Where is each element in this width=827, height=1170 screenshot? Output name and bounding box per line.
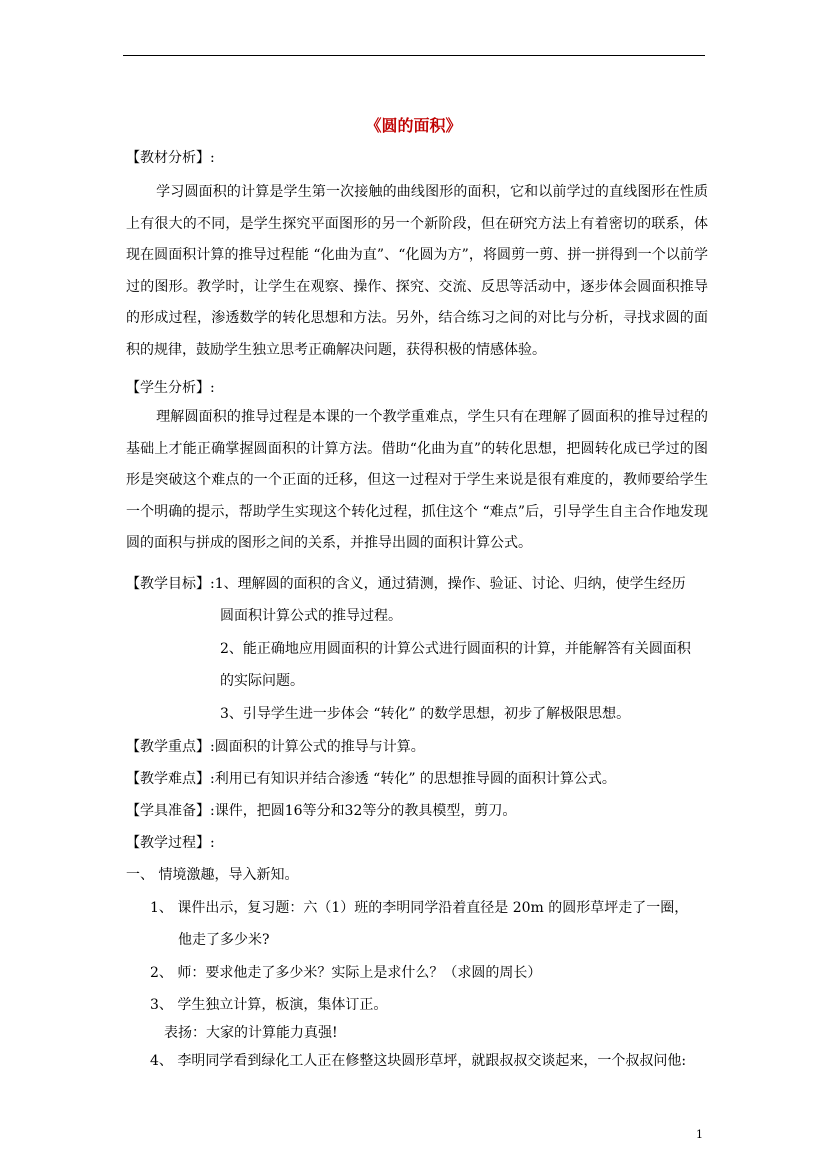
- page-number: 1: [696, 1128, 703, 1141]
- teaching-difficulty: [126, 771, 616, 787]
- student-analysis-label: 【学生分析】:: [126, 380, 215, 396]
- goal-2-line-b: 的实际问题。: [220, 673, 304, 689]
- item-1-line-b: 他走了多少米?: [178, 932, 270, 948]
- item-3: 3、 学生独立计算，板演，集体订正。: [150, 997, 388, 1013]
- prep-label: 【学具准备】:: [126, 803, 215, 819]
- goal-3: 3、引导学生进一步体会 “转化” 的数学思想，初步了解极限思想。: [220, 706, 631, 722]
- focus-label: 【教学重点】:: [126, 739, 215, 755]
- textbook-analysis-text: [126, 177, 708, 366]
- textbook-analysis-body: 学习圆面积的计算是学生第一次接触的曲线图形的面积，它和以前学过的直线图形在性质上有很大的不同，是学生探究平面图形的另一个新阶段，但在研究方法上有着密切的联系，体现在圆面积计算的推导过程能 “化曲为直”、“化圆为方”，将圆剪一剪、拼一拼得到一个以前学过的图形。教学时，让学生在观察、操作、探究、交流、反思等活动中，逐步体会圆面积推导的形成过程，渗透数学的转化思想和方法。另外，结合练习之间的对比与分析，寻找求圆的面积的规律，鼓励学生独立思考正确解决问题，获得积极的情感体验。: [126, 184, 708, 358]
- goals-label-text: 【教学目标】:: [126, 576, 215, 592]
- goal-1-line-b: 圆面积计算公式的推导过程。: [220, 608, 402, 624]
- student-analysis-body: 理解圆面积的推导过程是本课的一个教学重难点，学生只有在理解了圆面积的推导过程的基础上才能正确掌握圆面积的计算方法。借助“化曲为直”的转化思想，把圆转化成已学过的图形是突破这个难点的一个正面的迁移，但这一过程对于学生来说是很有难度的，教师要给学生一个明确的提示，帮助学生实现这个转化过程，抓住这个 “难点”后，引导学生自主合作地发现圆的面积与拼成的图形之间的关系，并推导出圆的面积计算公式。: [126, 409, 708, 551]
- difficulty-text: 利用已有知识并结合渗透 “转化” 的思想推导圆的面积计算公式。: [214, 771, 616, 787]
- item-4: 4、 李明同学看到绿化工人正在修整这块圆形草坪，就跟叔叔交谈起来，一个叔叔问他:: [150, 1053, 687, 1069]
- goal-2-line-a: 2、能正确地应用圆面积的计算公式进行圆面积的计算，并能解答有关圆面积: [220, 641, 691, 657]
- textbook-analysis-label: 【教材分析】:: [126, 150, 215, 166]
- teaching-focus: [126, 739, 425, 755]
- teaching-process-label: 【教学过程】:: [126, 835, 215, 851]
- step-1-heading: 一、 情境激趣，导入新知。: [126, 867, 299, 883]
- goal-1-line-a: 1、理解圆的面积的含义，通过猜测，操作、验证、讨论、归纳，使学生经历: [214, 576, 686, 592]
- teaching-goals-label: [126, 576, 686, 592]
- prep-text: 课件，把圆16等分和32等分的教具模型，剪刀。: [214, 803, 517, 819]
- student-analysis-text: [126, 402, 708, 560]
- item-1-line-a: 1、 课件出示，复习题：六（1）班的李明同学沿着直径是 20m 的圆形草坪走了一圈，: [150, 900, 689, 916]
- document-title: 《圆的面积》: [365, 116, 462, 135]
- focus-text: 圆面积的计算公式的推导与计算。: [214, 739, 425, 755]
- praise-line: 表扬：大家的计算能力真强!: [164, 1025, 338, 1041]
- materials-prep: [126, 803, 516, 819]
- header-rule: [123, 55, 705, 56]
- item-2: 2、 师：要求他走了多少米？实际上是求什么？（求圆的周长）: [150, 965, 542, 981]
- difficulty-label: 【教学难点】:: [126, 771, 215, 787]
